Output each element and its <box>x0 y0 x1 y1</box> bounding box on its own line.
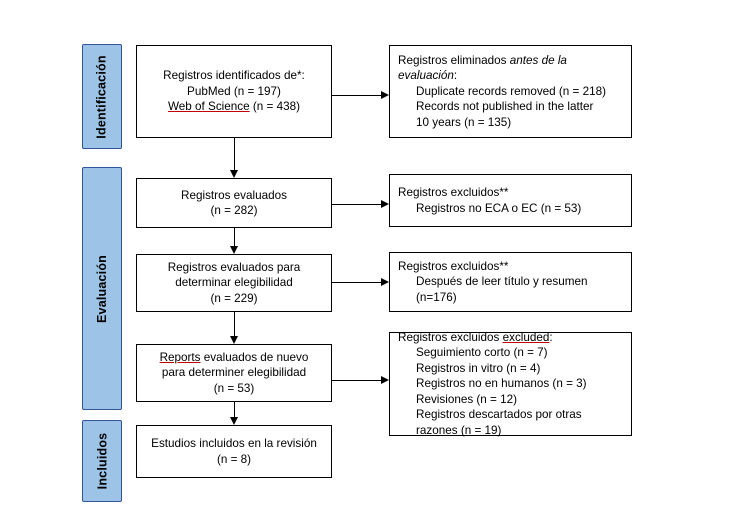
box-reports-reassessed <box>136 344 332 402</box>
records-identified-wos-count: (n = 438) <box>249 100 300 114</box>
records-removed-line1-b: antes de la <box>509 53 567 67</box>
reports-reassessed-line1-b: evaluados de nuevo <box>200 350 309 364</box>
stage-label-evaluacion-text: Evaluación <box>95 254 109 323</box>
connector-screened-to-excluded <box>332 204 381 205</box>
studies-included-line1: Estudios incluidos en la revisión <box>151 437 317 451</box>
records-removed-line2-b: : <box>453 69 458 83</box>
records-identified-line2: PubMed (n = 197) <box>187 84 281 98</box>
records-excluded-eligibility-line2: Después de leer título y resumen <box>416 275 588 289</box>
records-identified-source-wos: Web of Science <box>167 100 250 114</box>
reports-excluded-line1-a: Registros excluidos <box>398 330 503 344</box>
records-removed-line1 <box>398 53 567 68</box>
reports-excluded-line1-c: : <box>549 330 553 344</box>
arrow-eligibility-to-excluded <box>381 278 389 286</box>
stage-label-identificacion-text: Identificación <box>95 54 109 139</box>
records-excluded-screened-line2: Registros no ECA o EC (n = 53) <box>416 201 582 215</box>
stage-label-identificacion <box>82 44 122 149</box>
connector-reports-to-included <box>234 402 235 417</box>
box-records-excluded-screened <box>389 174 632 227</box>
connector-identified-to-removed <box>332 95 381 96</box>
records-removed-line2 <box>398 68 457 83</box>
reports-excluded-line3: Registros in vitro (n = 4) <box>416 361 541 375</box>
arrow-reports-to-excluded <box>381 376 389 384</box>
records-excluded-screened-line1: Registros excluidos** <box>398 186 509 200</box>
records-identified-line1: Registros identificados de*: <box>163 69 305 83</box>
reports-excluded-line4: Registros no en humanos (n = 3) <box>416 377 587 391</box>
stage-label-incluidos-text: Incluidos <box>95 432 110 490</box>
records-removed-line3: Duplicate records removed (n = 218) <box>416 84 607 98</box>
box-records-screened <box>136 178 332 228</box>
reports-excluded-line7: razones (n = 19) <box>416 423 502 437</box>
box-reports-excluded <box>389 332 632 436</box>
records-screened-line2: (n = 282) <box>210 204 258 217</box>
box-studies-included <box>136 425 332 478</box>
box-records-excluded-eligibility <box>389 252 632 312</box>
reports-reassessed-line1-a: Reports <box>159 350 201 364</box>
records-removed-line2-a: evaluación <box>398 69 454 83</box>
connector-screened-to-eligibility <box>234 228 235 246</box>
arrow-identified-to-removed <box>381 91 389 99</box>
reports-excluded-line5: Revisiones (n = 12) <box>416 392 518 406</box>
reports-reassessed-line3: (n = 53) <box>213 381 255 395</box>
arrow-reports-to-included <box>230 417 238 425</box>
box-records-removed <box>389 45 632 138</box>
records-eligibility-line1: Registros evaluados para <box>167 260 301 274</box>
records-identified-line3 <box>168 99 300 114</box>
records-removed-line1-a: Registros eliminados <box>398 53 510 67</box>
reports-reassessed-line1 <box>160 350 309 365</box>
records-screened-line1: Registros evaluados <box>181 188 287 202</box>
reports-excluded-line1-b: excluded <box>502 330 550 344</box>
arrow-eligibility-to-reports <box>230 336 238 344</box>
arrow-screened-to-excluded <box>381 200 389 208</box>
records-eligibility-line3: (n = 229) <box>210 291 258 305</box>
connector-reports-to-excluded <box>332 380 381 381</box>
studies-included-line2: (n = 8) <box>216 452 252 466</box>
arrow-screened-to-eligibility <box>230 246 238 254</box>
arrow-identified-to-screened <box>230 170 238 178</box>
records-removed-line5: 10 years (n = 135) <box>416 115 512 129</box>
box-records-identified <box>136 45 332 138</box>
records-removed-line4: Records not published in the latter <box>416 100 594 114</box>
stage-label-incluidos <box>82 420 122 502</box>
records-excluded-eligibility-line1: Registros excluidos** <box>398 259 509 273</box>
stage-label-evaluacion <box>82 167 122 410</box>
reports-excluded-line1 <box>398 330 553 345</box>
reports-excluded-line2: Seguimiento corto (n = 7) <box>416 346 548 360</box>
records-eligibility-line2: determinar elegibilidad <box>175 276 293 290</box>
reports-reassessed-line2: para determiner elegibilidad <box>161 366 307 380</box>
connector-eligibility-to-excluded <box>332 282 381 283</box>
connector-identified-to-screened <box>234 138 235 170</box>
box-records-eligibility <box>136 254 332 312</box>
reports-excluded-line6: Registros descartados por otras <box>416 408 582 422</box>
records-excluded-eligibility-line3: (n=176) <box>416 290 457 304</box>
connector-eligibility-to-reports <box>234 312 235 336</box>
